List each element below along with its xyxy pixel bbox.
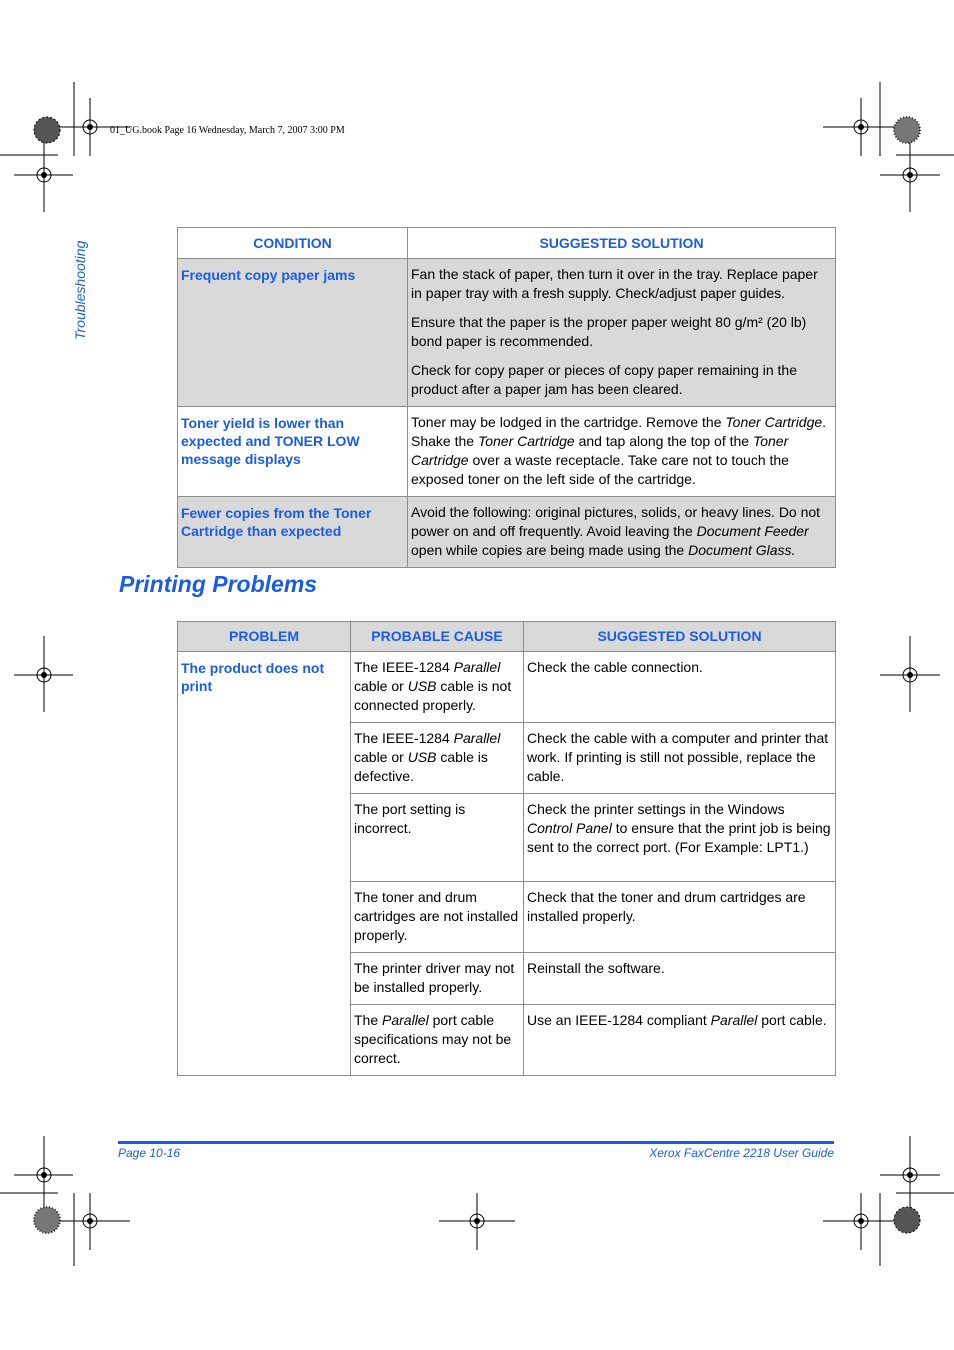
cause-cell: The port setting is incorrect.	[351, 794, 524, 882]
header-suggested-solution: SUGGESTED SOLUTION	[408, 228, 836, 259]
table-row	[178, 652, 836, 723]
header-problem: PROBLEM	[178, 622, 351, 652]
section-title: Printing Problems	[119, 571, 318, 597]
condition-cell: Fewer copies from the Toner Cartridge than expected	[178, 497, 408, 568]
solution-cell: Use an IEEE-1284 compliant Parallel port cable.	[524, 1005, 836, 1076]
problem-cell: The product does not print	[178, 652, 351, 1076]
header-probable-cause: PROBABLE CAUSE	[351, 622, 524, 652]
solution-cell: Check the cable connection.	[524, 652, 836, 723]
solution-cell: Check the printer settings in the Windows Control Panel to ensure that the print job is being sent to the correct port. (For Example: LPT1.)	[524, 794, 836, 882]
copy-problems-table	[177, 227, 836, 568]
solution-cell: Toner may be lodged in the cartridge. Remove the Toner Cartridge. Shake the Toner Cartridge and tap along the top of the Toner Cartridge over a waste receptacle. Take care not to touch the exposed toner on the left side of the cartridge.	[408, 407, 836, 497]
solution-cell: Reinstall the software.	[524, 953, 836, 1005]
cause-cell: The IEEE-1284 Parallel cable or USB cable is not connected properly.	[351, 652, 524, 723]
header-suggested-solution: SUGGESTED SOLUTION	[524, 622, 836, 652]
table-row	[178, 497, 836, 568]
solution-cell	[408, 259, 836, 407]
header-condition: CONDITION	[178, 228, 408, 259]
table-row	[178, 259, 836, 407]
solution-cell: Avoid the following: original pictures, solids, or heavy lines. Do not power on and off frequently. Avoid leaving the Document Feeder open while copies are being made using the Document Glass.	[408, 497, 836, 568]
table-row	[178, 407, 836, 497]
cause-cell: The Parallel port cable specifications may not be correct.	[351, 1005, 524, 1076]
solution-paragraph: Check for copy paper or pieces of copy paper remaining in the product after a paper jam has been cleared.	[411, 362, 797, 397]
footer-rule	[118, 1141, 834, 1144]
side-tab-label: Troubleshooting	[72, 240, 88, 340]
footer-guide-title: Xerox FaxCentre 2218 User Guide	[649, 1146, 834, 1160]
cause-cell: The printer driver may not be installed properly.	[351, 953, 524, 1005]
solution-paragraph: Fan the stack of paper, then turn it over in the tray. Replace paper in paper tray with a fresh supply. Check/adjust paper guides.	[411, 266, 818, 301]
solution-cell: Check the cable with a computer and printer that work. If printing is still not possible, replace the cable.	[524, 723, 836, 794]
condition-cell: Frequent copy paper jams	[178, 259, 408, 407]
footer-page-number: Page 10-16	[118, 1146, 181, 1160]
print-slug: 01_UG.book Page 16 Wednesday, March 7, 2007 3:00 PM	[110, 125, 345, 136]
printing-problems-table	[177, 621, 836, 1076]
solution-paragraph: Ensure that the paper is the proper paper weight 80 g/m² (20 lb) bond paper is recommended.	[411, 314, 807, 349]
cause-cell: The IEEE-1284 Parallel cable or USB cable is defective.	[351, 723, 524, 794]
condition-cell: Toner yield is lower than expected and TONER LOW message displays	[178, 407, 408, 497]
solution-cell: Check that the toner and drum cartridges are installed properly.	[524, 882, 836, 953]
cause-cell: The toner and drum cartridges are not installed properly.	[351, 882, 524, 953]
